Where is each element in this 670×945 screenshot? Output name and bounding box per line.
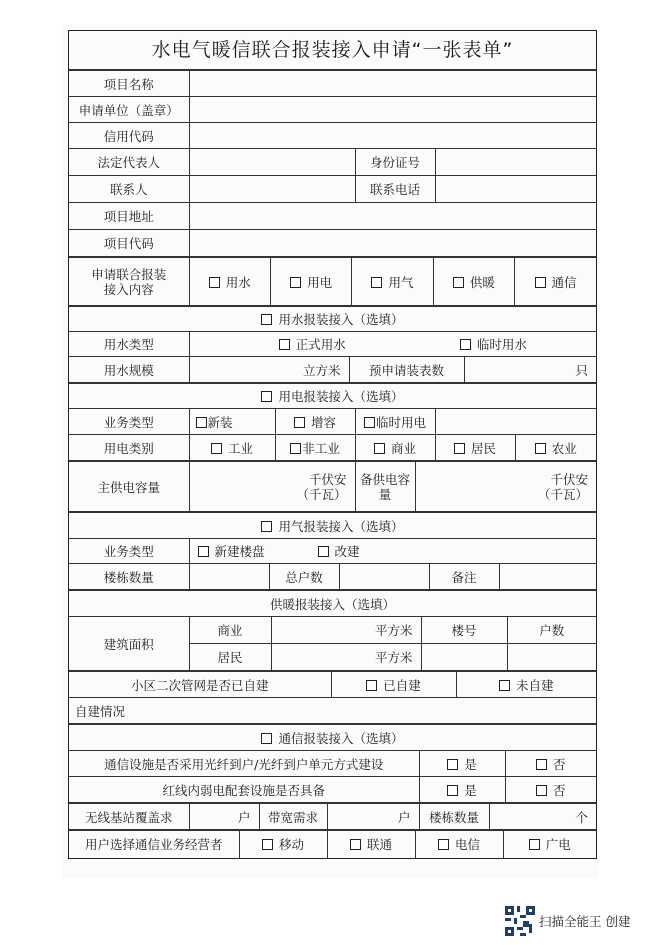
checkbox[interactable] — [460, 339, 471, 350]
water-type-label: 用水类型 — [69, 332, 189, 357]
checkbox[interactable] — [350, 839, 361, 850]
option-label: 联通 — [366, 837, 392, 853]
checkbox[interactable] — [536, 785, 547, 796]
basic-info-table — [69, 70, 596, 257]
option-label: 农业 — [551, 440, 577, 456]
project-code-field[interactable] — [189, 230, 596, 257]
checkbox[interactable] — [209, 277, 220, 288]
weak-current-question-label: 红线内弱电配套设施是否具备 — [69, 777, 419, 803]
backup-label-line2: 量 — [378, 486, 392, 502]
operator-table — [69, 830, 596, 858]
heating-area-label: 建筑面积 — [69, 617, 189, 671]
power-cat-nonindustrial[interactable] — [275, 435, 355, 461]
joint-option-label: 用水 — [225, 274, 251, 290]
id-number-field[interactable] — [435, 149, 596, 176]
checkbox[interactable] — [279, 339, 290, 350]
power-biz-increase[interactable] — [275, 409, 355, 435]
option-label: 改建 — [334, 544, 360, 559]
telecom-table — [69, 724, 596, 803]
unit-label: 平方米 — [374, 623, 413, 638]
checkbox[interactable] — [211, 443, 222, 454]
heating-building-no-field[interactable] — [421, 644, 507, 671]
gas-section-label: 用气报装接入（选填） — [278, 518, 404, 534]
fiber-yes[interactable] — [419, 751, 505, 777]
checkbox[interactable] — [374, 443, 385, 454]
power-section-label: 用电报装接入（选填） — [278, 389, 404, 404]
gas-remark-field[interactable] — [499, 564, 596, 590]
heating-residential-area-field[interactable] — [271, 644, 421, 671]
heating-table — [69, 590, 596, 671]
water-section-label: 用水报装接入（选填） — [278, 312, 404, 327]
joint-content-label — [69, 258, 189, 306]
weak-current-no[interactable] — [505, 777, 596, 803]
heating-building-no-label: 楼号 — [421, 617, 507, 644]
joint-label-line1: 申请联合报装 — [91, 266, 167, 282]
operator-unicom[interactable] — [327, 831, 415, 858]
credit-code-field[interactable] — [189, 123, 596, 149]
operator-mobile[interactable] — [239, 831, 327, 858]
power-cat-industrial[interactable] — [189, 435, 275, 461]
gas-building-count-label: 楼栋数量 — [69, 564, 189, 590]
checkbox[interactable] — [364, 417, 375, 428]
unit-kw: （千瓦） — [296, 486, 347, 502]
option-label: 未自建 — [515, 677, 554, 693]
bandwidth-label: 带宽需求 — [259, 804, 327, 830]
unit-kw: （千瓦） — [537, 486, 588, 502]
option-label: 是 — [464, 756, 477, 772]
scanner-watermark — [505, 906, 630, 936]
credit-code-label: 信用代码 — [69, 123, 189, 149]
power-cat-commercial[interactable] — [355, 435, 435, 461]
checkbox[interactable] — [261, 733, 272, 744]
option-label: 商业 — [390, 440, 416, 456]
joint-option-heating[interactable] — [433, 258, 514, 306]
option-label: 否 — [552, 756, 566, 772]
gas-building-count-field[interactable] — [189, 564, 269, 590]
unit-kva: 千伏安 — [550, 471, 588, 487]
option-label: 临时用电 — [375, 414, 426, 430]
main-capacity-field[interactable] — [189, 462, 355, 512]
network-not-built[interactable] — [456, 672, 596, 698]
secondary-network-label: 小区二次管网是否已自建 — [69, 672, 331, 698]
telecom-buildings-field[interactable] — [489, 804, 596, 830]
option-label: 正式用水 — [295, 337, 346, 352]
weak-current-yes[interactable] — [419, 777, 505, 803]
gas-biz-options — [189, 539, 596, 564]
contact-phone-label: 联系电话 — [355, 176, 435, 203]
contact-field[interactable] — [189, 176, 355, 203]
power-cat-agricultural[interactable] — [515, 435, 596, 461]
option-label: 非工业 — [302, 440, 340, 456]
checkbox[interactable] — [447, 759, 458, 770]
backup-capacity-field[interactable] — [415, 462, 596, 512]
joint-option-telecom[interactable] — [515, 258, 596, 306]
network-self-built[interactable] — [331, 672, 456, 698]
self-built-status-field[interactable] — [69, 698, 596, 724]
applicant-unit-label: 申请单位（盖章） — [69, 97, 189, 123]
joint-option-label: 供暖 — [469, 274, 495, 290]
project-code-label: 项目代码 — [69, 230, 189, 257]
option-label: 临时用水 — [476, 337, 527, 352]
gas-households-field[interactable] — [339, 564, 429, 590]
checkbox[interactable] — [290, 443, 301, 454]
checkbox[interactable] — [318, 546, 329, 557]
heating-commercial-area-field[interactable] — [271, 617, 421, 644]
id-number-label: 身份证号 — [355, 149, 435, 176]
unit-label: 只 — [575, 362, 588, 378]
checkbox[interactable] — [371, 277, 382, 288]
gas-table — [69, 512, 596, 590]
unit-label: 立方米 — [302, 362, 341, 378]
fiber-no[interactable] — [505, 751, 596, 777]
water-scale-field[interactable] — [189, 357, 349, 383]
telecom-demand-table — [69, 803, 596, 830]
gas-biz-new-building[interactable] — [196, 542, 318, 560]
power-section-header[interactable] — [69, 384, 596, 409]
option-label: 新建楼盘 — [214, 544, 265, 559]
bandwidth-field[interactable] — [327, 804, 419, 830]
checkbox[interactable] — [535, 443, 546, 454]
checkbox[interactable] — [529, 839, 540, 850]
checkbox[interactable] — [261, 521, 272, 532]
gas-remark-label: 备注 — [429, 564, 499, 590]
qr-code-icon — [505, 906, 535, 936]
heating-households-label: 户数 — [507, 617, 596, 644]
joint-content-table — [69, 257, 596, 306]
checkbox[interactable] — [294, 417, 305, 428]
gas-households-label: 总户数 — [269, 564, 339, 590]
option-label: 增容 — [310, 414, 336, 430]
heating-residential-label: 居民 — [189, 644, 271, 671]
checkbox[interactable] — [198, 546, 209, 557]
checkbox[interactable] — [447, 785, 458, 796]
legal-rep-field[interactable] — [189, 149, 355, 176]
water-section-header[interactable] — [69, 307, 596, 332]
joint-option-label: 通信 — [551, 274, 577, 290]
power-category-label: 用电类别 — [69, 435, 189, 461]
telecom-section-label: 通信报装接入（选填） — [278, 730, 404, 746]
option-label: 电信 — [454, 837, 480, 853]
option-label: 已自建 — [383, 677, 421, 693]
wireless-coverage-field[interactable] — [189, 804, 259, 830]
power-biz-new[interactable] — [189, 409, 275, 435]
water-type-formal[interactable] — [212, 335, 413, 353]
option-label: 否 — [552, 782, 566, 798]
backup-label-line1: 备供电容 — [359, 471, 410, 487]
project-address-label: 项目地址 — [69, 203, 189, 230]
project-name-field[interactable] — [189, 71, 596, 97]
power-biz-label: 业务类型 — [69, 409, 189, 435]
power-cat-residential[interactable] — [435, 435, 515, 461]
operator-telecom[interactable] — [415, 831, 503, 858]
checkbox[interactable] — [366, 680, 377, 691]
power-biz-temporary[interactable] — [355, 409, 435, 435]
project-name-label: 项目名称 — [69, 71, 189, 97]
unit-label: 平方米 — [374, 650, 413, 665]
telecom-section-header[interactable] — [69, 725, 596, 751]
joint-option-water[interactable] — [189, 258, 270, 306]
checkbox[interactable] — [196, 417, 207, 428]
legal-rep-label: 法定代表人 — [69, 149, 189, 176]
water-table — [69, 306, 596, 383]
contact-label: 联系人 — [69, 176, 189, 203]
unit-label: 个 — [575, 809, 588, 825]
operator-label: 用户选择通信业务经营者 — [69, 831, 239, 858]
operator-broadcast[interactable] — [503, 831, 596, 858]
joint-option-label: 用气 — [388, 274, 414, 290]
form-title: 水电气暖信联合报装接入申请“一张表单” — [69, 31, 596, 70]
option-label: 居民 — [470, 440, 496, 456]
applicant-unit-field[interactable] — [189, 97, 596, 123]
fiber-question-label: 通信设施是否采用光纤到户/光纤到户单元方式建设 — [69, 751, 419, 777]
joint-option-gas[interactable] — [352, 258, 433, 306]
checkbox[interactable] — [535, 277, 546, 288]
option-label: 新装 — [207, 414, 233, 430]
water-type-temporary[interactable] — [413, 335, 574, 353]
heating-commercial-label: 商业 — [189, 617, 271, 644]
unit-label: 户 — [237, 809, 251, 825]
option-label: 广电 — [545, 837, 571, 853]
checkbox[interactable] — [438, 839, 449, 850]
meter-count-label: 预申请装表数 — [349, 357, 464, 383]
scanner-app-name: 扫描全能王 创建 — [539, 914, 631, 929]
project-address-field[interactable] — [189, 203, 596, 230]
power-capacity-table — [69, 461, 596, 512]
checkbox[interactable] — [499, 680, 510, 691]
telecom-buildings-label: 楼栋数量 — [419, 804, 489, 830]
checkbox[interactable] — [536, 759, 547, 770]
power-biz-blank — [435, 409, 596, 435]
gas-biz-label: 业务类型 — [69, 539, 189, 564]
wireless-coverage-label: 无线基站覆盖求 — [69, 804, 189, 830]
water-type-options — [189, 332, 596, 357]
checkbox[interactable] — [290, 277, 301, 288]
self-built-status-label: 自建情况 — [75, 703, 126, 719]
heating-network-table — [69, 671, 596, 724]
water-scale-label: 用水规模 — [69, 357, 189, 383]
gas-biz-rebuild[interactable] — [318, 544, 360, 559]
checkbox[interactable] — [454, 443, 465, 454]
heating-households-field[interactable] — [507, 644, 596, 671]
checkbox[interactable] — [261, 314, 272, 325]
main-capacity-label: 主供电容量 — [69, 462, 189, 512]
joint-option-label: 用电 — [307, 274, 333, 290]
unit-kva: 千伏安 — [308, 471, 347, 487]
joint-label-line2: 接入内容 — [103, 281, 154, 297]
heating-section-header: 供暖报装接入（选填） — [69, 591, 596, 617]
gas-section-header[interactable] — [69, 513, 596, 539]
application-form — [68, 30, 597, 859]
option-label: 是 — [464, 782, 477, 798]
joint-option-power[interactable] — [270, 258, 351, 306]
power-table — [69, 383, 596, 461]
option-label: 工业 — [227, 440, 253, 456]
checkbox[interactable] — [261, 391, 272, 402]
checkbox[interactable] — [262, 839, 273, 850]
unit-label: 户 — [397, 809, 411, 825]
checkbox[interactable] — [453, 277, 464, 288]
option-label: 移动 — [278, 837, 304, 853]
backup-capacity-label — [355, 462, 415, 512]
meter-count-field[interactable] — [464, 357, 596, 383]
contact-phone-field[interactable] — [435, 176, 596, 203]
